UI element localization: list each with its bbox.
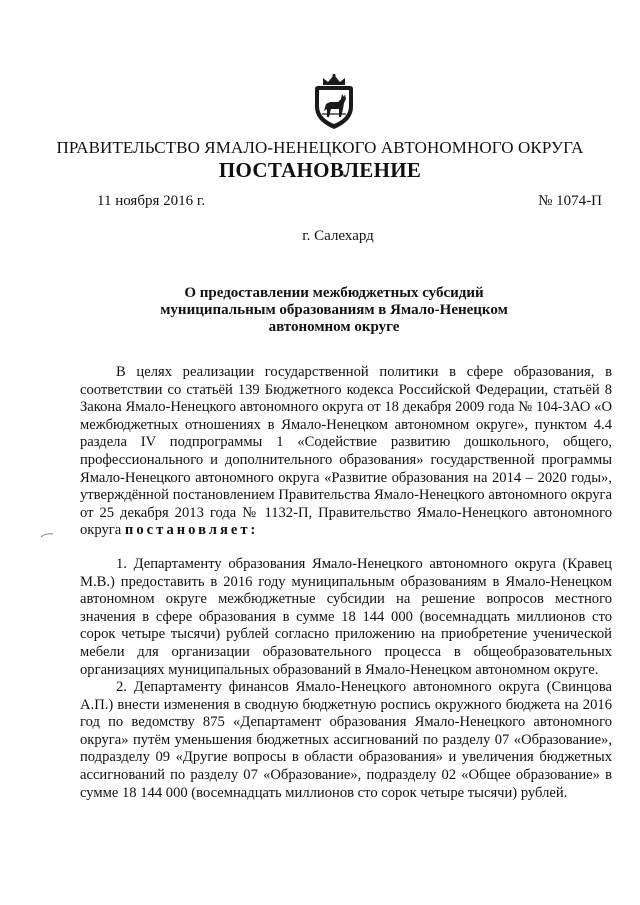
document-number: № 1074-П [538,193,602,209]
title-line: О предоставлении межбюджетных субсидий [184,285,484,301]
document-body [80,364,612,802]
item-1-paragraph: 1. Департаменту образования Ямало-Ненецкого автономного округа (Кравец М.В.) предоставить в 2016 году муниципальным образованиям в Ямало-Ненецком автономном округе межбюджетные субсидии на решение вопросов местного значения в сфере образования в сумме 18 144 000 (восемнадцать миллионов сто сорок четыре тысячи) рублей согласно приложению на приобретение ученической мебели для организации образовательного процесса в общеобразовательных организациях муниципальных образований в Ямало-Ненецком автономном округе. [80,555,612,678]
document-city: г. Салехард [302,228,374,244]
decree-word: постановляет: [124,522,259,539]
document-title [0,285,640,336]
item-2-paragraph: 2. Департаменту финансов Ямало-Ненецкого автономного округа (Свинцова А.П.) внести изменения в сводную бюджетную роспись окружного бюджета на 2016 год по ведомству 875 «Департамент образования Ямало-Ненецкого автономного округа» путём уменьшения бюджетных ассигнований по разделу 07 «Образование», подразделу 09 «Другие вопросы в области образования» и увеличения бюджетных ассигнований по разделу 07 «Образование», подразделу 02 «Общее образование» в сумме 18 144 000 (восемнадцать миллионов сто сорок четыре тысячи) рублей. [80,679,612,801]
preamble-text: В целях реализации государственной политики в сфере образования, в соответствии со статьёй 139 Бюджетного кодекса Российской Федерации, статьёй 8 Закона Ямало-Ненецкого автономного округа от 18 декабря 2009 года № 104-ЗАО «О межбюджетных отношениях в Ямало-Ненецком автономном округе», пунктом 4.4 раздела IV подпрограммы 1 «Содействие развитию дошкольного, общего, профессионального и дополнительного образования» государственной программы Ямало-Ненецкого автономного округа «Развитие образования на 2014 – 2020 годы», утверждённой постановлением Правительства Ямало-Ненецкого автономного округа от 25 декабря 2013 года № 1132-П, Правительство Ямало-Ненецкого автономного округа [80,364,612,539]
agency-name: ПРАВИТЕЛЬСТВО ЯМАЛО-НЕНЕЦКОГО АВТОНОМНОГО ОКРУГА [56,138,584,157]
document-type: ПОСТАНОВЛЕНИЕ [218,158,422,182]
title-line: автономном округе [268,319,400,335]
coat-of-arms-emblem-icon [311,73,357,131]
margin-mark-icon [40,531,54,539]
document-date: 11 ноября 2016 г. [97,193,206,209]
preamble-paragraph [80,364,612,540]
title-line: муниципальным образованиям в Ямало-Ненецком [160,302,508,318]
